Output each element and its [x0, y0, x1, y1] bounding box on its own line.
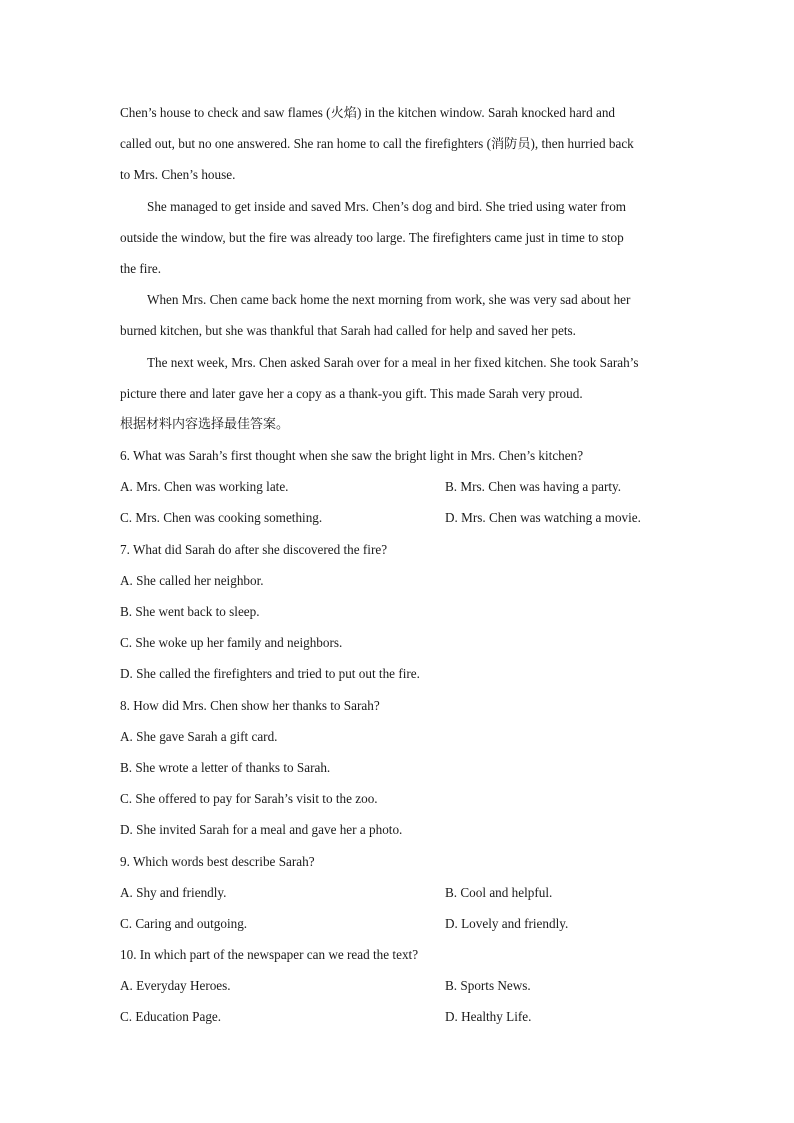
option-b[interactable]: B. Mrs. Chen was having a party. — [445, 479, 622, 495]
passage-line: When Mrs. Chen came back home the next morning from work, she was very sad about her — [147, 292, 631, 308]
option-c[interactable]: C. Mrs. Chen was cooking something. — [120, 510, 323, 526]
question-stem: 7. What did Sarah do after she discovered the fire? — [120, 541, 388, 557]
question-stem: 8. How did Mrs. Chen show her thanks to Sarah? — [120, 697, 380, 713]
option-d[interactable]: D. Mrs. Chen was watching a movie. — [445, 510, 641, 526]
option-b[interactable]: B. Cool and helpful. — [445, 884, 553, 900]
passage-paragraph-3 — [120, 284, 680, 346]
option-d[interactable]: D. She called the firefighters and tried to put out the fire. — [120, 666, 420, 682]
option-b[interactable]: B. She went back to sleep. — [120, 604, 260, 619]
passage-line: the fire. — [120, 260, 162, 276]
option-a[interactable]: A. She called her neighbor. — [120, 572, 264, 588]
option-c[interactable]: C. Caring and outgoing. — [120, 915, 248, 931]
document-page — [120, 97, 680, 1033]
option-d[interactable]: D. Healthy Life. — [445, 1009, 532, 1025]
passage-line: The next week, Mrs. Chen asked Sarah over for a meal in her fixed kitchen. She took Sarah’s — [147, 354, 639, 370]
passage-paragraph-4 — [120, 347, 680, 409]
passage-line: burned kitchen, but she was thankful that Sarah had called for help and saved her pets. — [120, 323, 576, 339]
passage-paragraph-2 — [120, 191, 680, 285]
question-stem: 10. In which part of the newspaper can we read the text? — [120, 947, 419, 963]
option-a[interactable]: A. Mrs. Chen was working late. — [120, 479, 289, 495]
option-c[interactable]: C. She woke up her family and neighbors. — [120, 635, 343, 651]
question-8 — [120, 690, 680, 846]
question-10 — [120, 939, 680, 1033]
question-7 — [120, 534, 680, 690]
option-b[interactable]: B. Sports News. — [445, 978, 531, 994]
question-stem: 9. Which words best describe Sarah? — [120, 853, 315, 869]
question-6 — [120, 440, 680, 534]
option-c[interactable]: C. Education Page. — [120, 1009, 222, 1025]
passage-line: picture there and later gave her a copy as a thank-you gift. This made Sarah very proud. — [120, 385, 583, 401]
option-d[interactable]: D. Lovely and friendly. — [445, 915, 569, 931]
passage-line: called out, but no one answered. She ran home to call the firefighters (消防员), then hurried back — [120, 136, 634, 152]
option-b[interactable]: B. She wrote a letter of thanks to Sarah. — [120, 759, 331, 775]
option-a[interactable]: A. Everyday Heroes. — [120, 978, 231, 994]
option-c[interactable]: C. She offered to pay for Sarah’s visit to the zoo. — [120, 791, 378, 807]
passage-paragraph-1 — [120, 97, 680, 191]
option-d[interactable]: D. She invited Sarah for a meal and gave her a photo. — [120, 822, 403, 838]
section-instruction: 根据材料内容选择最佳答案。 — [120, 416, 290, 432]
question-9 — [120, 846, 680, 940]
passage-line: Chen’s house to check and saw flames (火焰) in the kitchen window. Sarah knocked hard and — [120, 105, 616, 120]
question-stem: 6. What was Sarah’s first thought when she saw the bright light in Mrs. Chen’s kitchen? — [120, 448, 584, 464]
option-a[interactable]: A. She gave Sarah a gift card. — [120, 728, 278, 744]
passage-line: She managed to get inside and saved Mrs. Chen’s dog and bird. She tried using water from — [147, 198, 627, 214]
passage-line: outside the window, but the fire was already too large. The firefighters came just in time to stop — [120, 229, 624, 245]
passage-line: to Mrs. Chen’s house. — [120, 167, 236, 183]
option-a[interactable]: A. Shy and friendly. — [120, 884, 227, 900]
